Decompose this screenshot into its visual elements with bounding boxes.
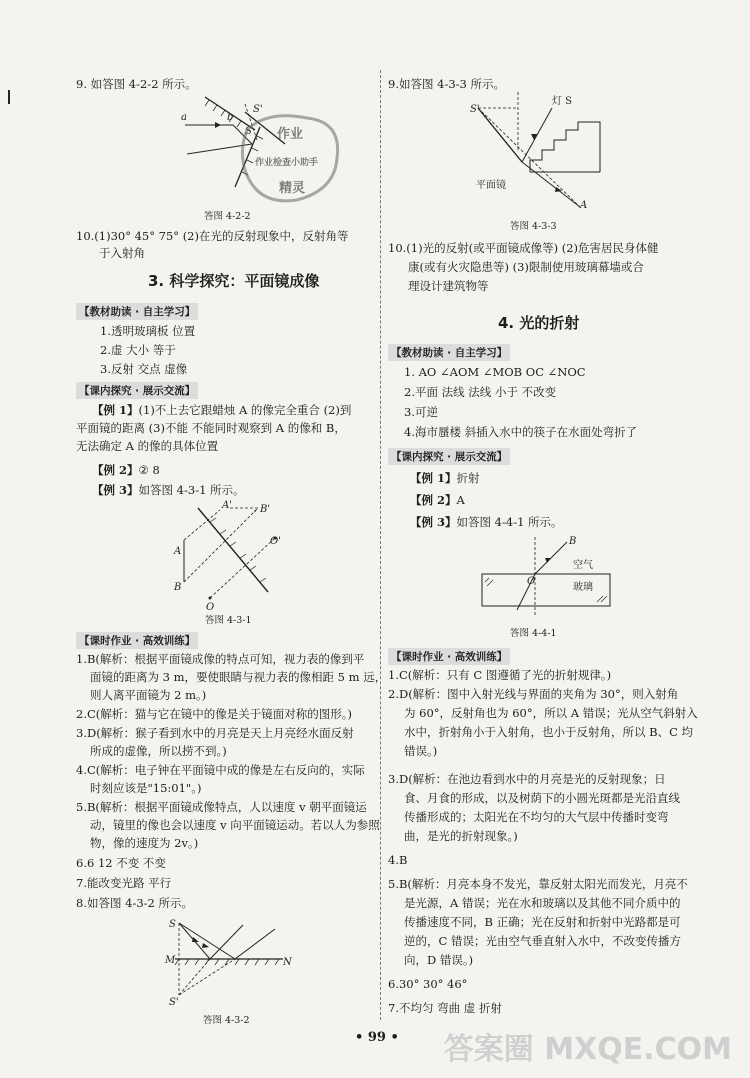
figure-4-3-3 [470, 92, 620, 214]
right-ex3: 【例 3】如答图 4-4-1 所示。 [410, 515, 563, 529]
left-a1: 1.透明玻璃板 位置 [100, 324, 196, 338]
right-a1: 1. AO ∠AOM ∠MOB OC ∠NOC [404, 365, 586, 379]
fig441-b: B [569, 536, 577, 547]
right-a2: 2.平面 法线 法线 小于 不改变 [404, 385, 557, 399]
fig432-m: M [165, 955, 176, 966]
right-sec-explore: 【课内探究 · 展示交流】 [388, 448, 510, 465]
right-h5-line4: 逆的，C 错误；光由空气垂直射入水中，不改变传播方 [404, 934, 681, 948]
right-h5-line1: 5.B(解析：月亮本身不发光，靠反射太阳光而发光，月亮不 [388, 877, 688, 891]
left-h4-line1: 4.C(解析：电子钟在平面镜中成的像是左右反向的，实际 [76, 763, 365, 777]
left-h5-line2: 动，镜里的像也会以速度 v 向平面镜运动。若以人为参照 [90, 818, 380, 832]
left-q9: 9. 如答图 4-2-2 所示。 [76, 77, 197, 91]
left-h5-line1: 5.B(解析：根据平面镜成像特点，人以速度 v 朝平面镜运 [76, 800, 367, 814]
section-4-title: 4. 光的折射 [498, 314, 580, 332]
left-a3: 3.反射 交点 虚像 [100, 362, 188, 376]
left-a2: 2.虚 大小 等于 [100, 343, 176, 357]
fig431-a-prime: A' [222, 500, 232, 511]
fig422-b: b [227, 112, 234, 123]
right-h2-line3: 水中，折射角小于入射角，也小于反射角，所以 B、C 均 [404, 725, 694, 739]
fig432-caption: 答图 4-3-2 [203, 1015, 250, 1026]
right-h2-line4: 错误。) [404, 744, 438, 758]
right-h2-line2: 为 60°，反射角也为 60°，所以 A 错误；光从空气斜射入 [404, 706, 698, 720]
left-h2: 2.C(解析：猫与它在镜中的像是关于镜面对称的图形。) [76, 707, 352, 721]
fig431-a: A [174, 546, 182, 557]
right-h1: 1.C(解析：只有 C 图遵循了光的折射规律。) [388, 668, 612, 682]
fig422-caption: 答图 4-2-2 [204, 211, 251, 222]
fig431-caption: 答图 4-3-1 [205, 615, 252, 626]
fig432-s-prime: S' [169, 997, 179, 1008]
right-q10-line3: 理设计建筑物等 [408, 279, 489, 293]
fig433-lamp: 灯 S [552, 96, 573, 107]
right-sec-homework: 【课时作业 · 高效训练】 [388, 648, 510, 665]
fig433-mirror: 平面镜 [476, 180, 506, 191]
fig433-s-prime: S' [470, 104, 480, 115]
fig422-a: a [181, 112, 187, 123]
right-q10-line1: 10.(1)光的反射(或平面镜成像等) (2)危害居民身体健 [388, 241, 659, 255]
fig422-s-prime: S' [253, 104, 263, 115]
left-q10-line1: 10.(1)30° 45° 75° (2)在光的反射现象中，反射角等 [76, 229, 349, 243]
left-h1-line3: 则人离平面镜为 2 m。) [90, 688, 207, 702]
left-sec-explore: 【课内探究 · 展示交流】 [76, 382, 198, 399]
section-3-title: 3. 科学探究：平面镜成像 [148, 272, 320, 290]
fig432-n: N [283, 957, 292, 968]
right-ex1: 【例 1】折射 [410, 471, 480, 485]
right-q10-line2: 康(或有火灾隐患等) (3)限制使用玻璃幕墙或合 [408, 260, 644, 274]
fig422-s: S [245, 126, 252, 137]
right-h3-line2: 食、月食的形成，以及树荫下的小圆光斑都是光沿直线 [404, 791, 680, 805]
fig431-b: B [174, 582, 182, 593]
right-q9: 9.如答图 4-3-3 所示。 [388, 77, 506, 91]
left-sec-homework: 【课时作业 · 高效训练】 [76, 632, 198, 649]
left-h8: 8.如答图 4-3-2 所示。 [76, 896, 194, 910]
left-h1-line1: 1.B(解析：根据平面镜成像的特点可知，视力表的像到平 [76, 652, 365, 666]
svg-text:精灵: 精灵 [279, 181, 306, 196]
right-ex2: 【例 2】A [410, 493, 465, 507]
right-h6: 6.30° 30° 46° [388, 977, 468, 991]
figure-4-3-1 [170, 500, 310, 613]
right-h3-line4: 曲，是光的折射现象。) [404, 829, 518, 843]
left-ex2: 【例 2】② 8 [92, 463, 160, 477]
left-h1-line2: 面镜的距离为 3 m，要使眼睛与视力表的像相距 5 m 远， [90, 670, 387, 684]
right-h4: 4.B [388, 853, 408, 867]
fig431-o: O [206, 602, 215, 613]
figure-4-3-2 [165, 915, 295, 1010]
svg-text:作业: 作业 [277, 127, 304, 142]
left-ex1-line3: 无法确定 A 的像的具体位置 [76, 439, 219, 453]
figure-4-4-1 [477, 532, 617, 622]
right-h5-line2: 是光源，A 错误；光在水和玻璃以及其他不同介质中的 [404, 896, 681, 910]
left-h7: 7.能改变光路 平行 [76, 876, 172, 890]
left-sec-study: 【教材助读 · 自主学习】 [76, 303, 198, 320]
left-ex3: 【例 3】如答图 4-3-1 所示。 [92, 483, 245, 497]
right-h2-line1: 2.D(解析：图中入射光线与界面的夹角为 30°，则入射角 [388, 687, 679, 701]
left-ex1-line1: 【例 1】(1)不上去它跟蜡烛 A 的像完全重合 (2)到 [92, 403, 352, 417]
right-h5-line3: 传播速度不同，B 正确；光在反射和折射中光路都是可 [404, 915, 681, 929]
fig432-s: S [169, 919, 176, 930]
fig441-air: 空气 [573, 560, 593, 571]
page-number: • 99 • [355, 1030, 399, 1045]
right-h5-line5: 向，D 错误。) [404, 953, 474, 967]
fig433-a: A [580, 200, 588, 211]
svg-text:作业检查小助手: 作业检查小助手 [255, 158, 319, 168]
fig441-o: O [527, 576, 536, 587]
left-h4-line2: 时刻应该是"15:01"。) [90, 781, 202, 795]
watermark: 答案圈 MXQE.COM [443, 1032, 732, 1067]
right-a3: 3.可逆 [404, 405, 438, 419]
fig431-b-prime: B' [260, 504, 271, 515]
left-h3-line2: 所成的虚像，所以捞不到。) [90, 744, 227, 758]
column-divider [380, 70, 382, 1020]
fig441-glass: 玻璃 [573, 582, 593, 593]
fig433-caption: 答图 4-3-3 [510, 221, 557, 232]
left-ex1-line2: 平面镜的距离 (3)不能 不能同时观察到 A 的像和 B， [76, 421, 346, 435]
fig431-o-prime: O' [270, 536, 281, 547]
left-h6: 6.6 12 不变 不变 [76, 856, 166, 870]
margin-mark [8, 90, 10, 104]
left-h3-line1: 3.D(解析：猴子看到水中的月亮是天上月亮经水面反射 [76, 726, 354, 740]
right-a4: 4.海市蜃楼 斜插入水中的筷子在水面处弯折了 [404, 425, 638, 439]
left-q10-line2: 于入射角 [99, 246, 145, 260]
fig441-caption: 答图 4-4-1 [510, 628, 557, 639]
right-h7: 7.不均匀 弯曲 虚 折射 [388, 1001, 502, 1015]
stamp-seal [237, 110, 345, 206]
right-sec-study: 【教材助读 · 自主学习】 [388, 344, 510, 361]
right-h3-line3: 传播形成的；太阳光在不均匀的大气层中传播时变弯 [404, 810, 669, 824]
left-h5-line3: 物，像的速度为 2v。) [90, 836, 199, 850]
right-h3-line1: 3.D(解析：在池边看到水中的月亮是光的反射现象；日 [388, 772, 666, 786]
